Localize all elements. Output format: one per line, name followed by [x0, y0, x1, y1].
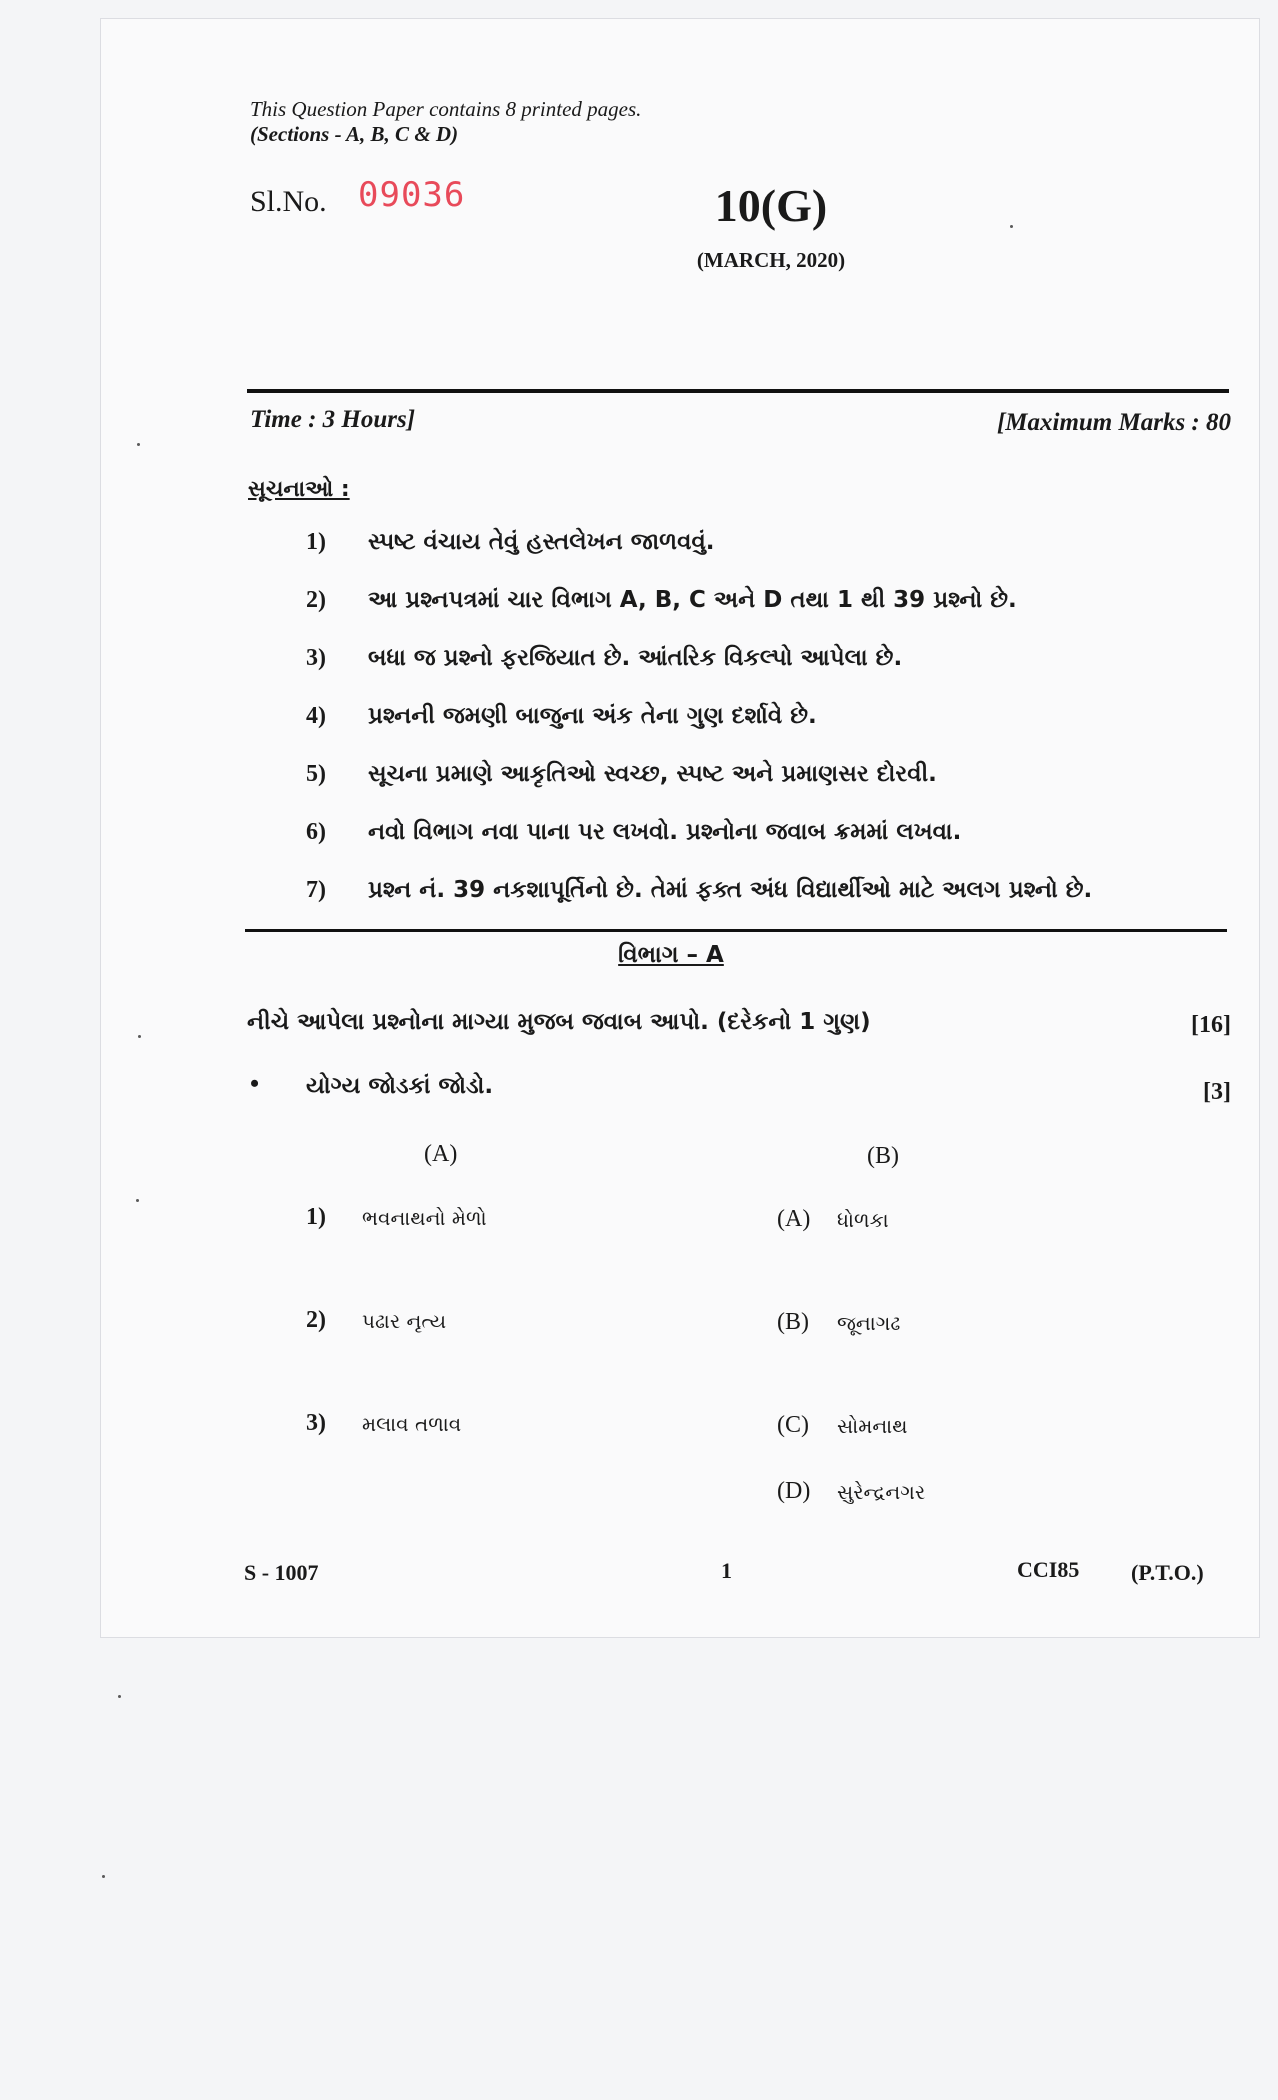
exam-date: (MARCH, 2020): [696, 248, 846, 272]
match-marks: [3]: [1203, 1079, 1231, 1105]
scan-speck: [136, 1199, 139, 1202]
section-a-marks: [16]: [1191, 1012, 1231, 1038]
instruction-item: [306, 819, 1226, 859]
instruction-item: [306, 587, 1226, 627]
instruction-number: 7): [306, 877, 326, 903]
match-right-item: [777, 1412, 1177, 1442]
match-right-text: સોમનાથ: [837, 1414, 908, 1438]
scan-speck: [138, 1035, 141, 1038]
match-left-text: ભવનાથનો મેળો: [362, 1206, 487, 1230]
section-a-title-text: વિભાગ – A: [618, 942, 724, 968]
scan-speck: [102, 1875, 105, 1878]
instructions-heading: સૂચનાઓ :: [248, 477, 350, 502]
section-rule: [245, 929, 1227, 932]
column-b-header: (B): [867, 1143, 899, 1169]
instruction-text: સૂચના પ્રમાણે આકૃતિઓ સ્વચ્છ, સ્પષ્ટ અને પ્રમાણસર દોરવી.: [368, 761, 937, 787]
paper-code-title: 10(G): [714, 180, 828, 231]
instruction-number: 5): [306, 761, 326, 787]
instruction-item: [306, 529, 1226, 569]
match-right-text: સુરેન્દ્રનગર: [837, 1480, 926, 1504]
column-a-header: (A): [424, 1141, 458, 1167]
footer-pto: (P.T.O.): [1131, 1560, 1204, 1585]
sections-note: (Sections - A, B, C & D): [250, 122, 459, 146]
match-right-letter: (B): [777, 1309, 809, 1335]
footer-page-number: 1: [721, 1558, 732, 1583]
time-allowed: Time : 3 Hours]: [250, 406, 416, 433]
section-a-instruction: નીચે આપેલા પ્રશ્નોના માગ્યા મુજબ જવાબ આપો. (દરેકનો 1 ગુણ): [247, 1009, 871, 1035]
section-a-title: [501, 942, 841, 968]
match-right-text: ધોળકા: [837, 1208, 889, 1232]
match-left-number: 3): [306, 1410, 326, 1436]
instruction-number: 4): [306, 703, 326, 729]
instruction-item: [306, 645, 1226, 685]
match-left-number: 1): [306, 1204, 326, 1230]
match-right-item: [777, 1478, 1177, 1508]
footer-paper-code: S - 1007: [244, 1560, 319, 1585]
instruction-number: 3): [306, 645, 326, 671]
scan-speck: [118, 1695, 121, 1698]
match-left-text: પઢાર નૃત્ય: [362, 1309, 447, 1333]
instruction-number: 2): [306, 587, 326, 613]
match-left-text: મલાવ તળાવ: [362, 1412, 462, 1436]
match-right-text: જૂનાગઢ: [837, 1311, 901, 1335]
match-left-item: [306, 1307, 706, 1337]
serial-number: 09036: [358, 175, 466, 215]
instruction-text: આ પ્રશ્નપત્રમાં ચાર વિભાગ A, B, C અને D તથા 1 થી 39 પ્રશ્નો છે.: [368, 587, 1017, 613]
instruction-number: 1): [306, 529, 326, 555]
header-rule: [247, 389, 1229, 393]
match-right-item: [777, 1206, 1177, 1236]
instruction-item: [306, 761, 1226, 801]
maximum-marks: [Maximum Marks : 80: [996, 409, 1231, 436]
question-paper-sheet: [100, 18, 1260, 1638]
instruction-text: સ્પષ્ટ વંચાય તેવું હસ્તલેખન જાળવવું.: [368, 529, 715, 555]
match-prompt: યોગ્ય જોડકાં જોડો.: [306, 1073, 494, 1099]
instruction-item: [306, 877, 1226, 917]
scan-speck: [1010, 225, 1013, 228]
instruction-text: પ્રશ્નની જમણી બાજુના અંક તેના ગુણ દર્શાવે છે.: [368, 703, 817, 729]
match-left-number: 2): [306, 1307, 326, 1333]
match-right-item: [777, 1309, 1177, 1339]
instruction-number: 6): [306, 819, 326, 845]
pages-note: This Question Paper contains 8 printed pages.: [250, 97, 642, 121]
footer-series-code: CCI85: [1017, 1557, 1080, 1582]
instruction-text: નવો વિભાગ નવા પાના પર લખવો. પ્રશ્નોના જવાબ ક્રમમાં લખવા.: [368, 819, 962, 845]
bullet-icon: •: [250, 1069, 260, 1098]
match-right-letter: (D): [777, 1478, 811, 1504]
instruction-item: [306, 703, 1226, 743]
match-right-letter: (C): [777, 1412, 809, 1438]
match-left-item: [306, 1204, 706, 1234]
instruction-text: પ્રશ્ન નં. 39 નકશાપૂર્તિનો છે. તેમાં ફક્ત અંધ વિદ્યાર્થીઓ માટે અલગ પ્રશ્નો છે.: [368, 877, 1093, 903]
match-right-letter: (A): [777, 1206, 811, 1232]
scan-speck: [137, 443, 140, 446]
serial-label: Sl.No.: [250, 185, 327, 218]
match-left-item: [306, 1410, 706, 1440]
instruction-text: બધા જ પ્રશ્નો ફરજિયાત છે. આંતરિક વિકલ્પો આપેલા છે.: [368, 645, 903, 671]
